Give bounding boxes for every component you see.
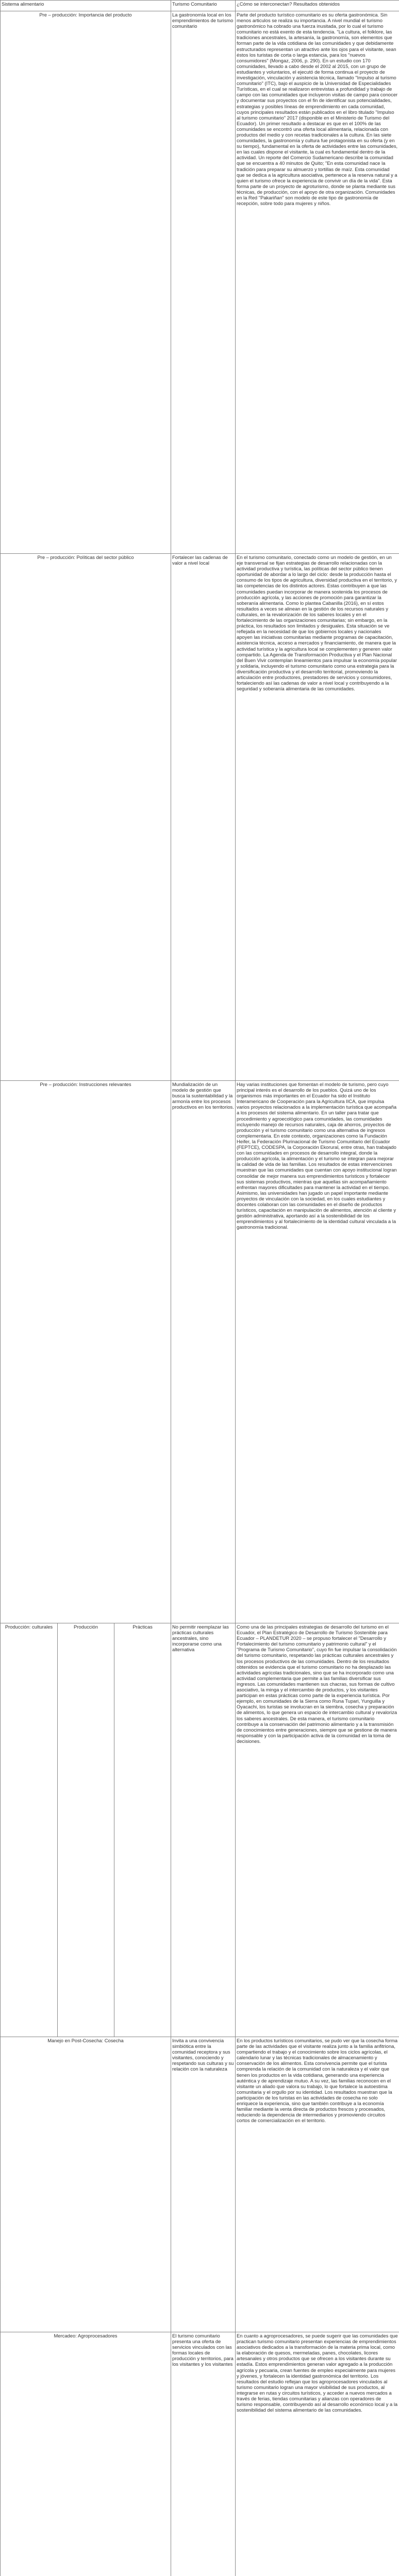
header-sistema: Sistema alimentario [1, 1, 171, 11]
row-turismo: Fortalecer las cadenas de valor a nivel local [171, 554, 236, 1081]
row-resultado: En cuanto a agroprocesadores, se puede sugerir que las comunidades que practican turismo comunitario presentan experiencias de emprendimientos asociativos dedicados a la transformación de la materia prima local, como la elaboración de quesos, mermeladas, panes, chocolates, licores artesanales y otros productos que se ofrecen a los visitantes durante su estadía. Estos emprendimientos generan valor agregado a la producción agrícola y pecuaria, crean fuentes de empleo especialmente para mujeres y jóvenes, y fortalecen la identidad gastronómica del territorio. Los resultados del estudio reflejan que los agroprocesadores vinculados al turismo comunitario logran una mayor visibilidad de sus productos, al integrarse en rutas y circuitos turísticos, y acceder a nuevos mercados a través de ferias, tiendas comunitarias y alianzas con operadores de turismo responsable, contribuyendo así al desarrollo económico local y a la sostenibilidad del sistema alimentario de las comunidades. [236, 2332, 399, 2576]
row-resultado: En los productos turísticos comunitarios, se pudo ver que la cosecha forma parte de las actividades que el visitante realiza junto a la familia anfitriona, compartiendo el trabajo y el conocimiento sobre los ciclos agrícolas, el calendario lunar y las técnicas tradicionales de almacenamiento y conservación de los alimentos. Esta convivencia permite que el turista comprenda la relación de la comunidad con la naturaleza y el valor que tienen los productos en la vida cotidiana, generando una experiencia auténtica y de aprendizaje mutuo. A su vez, las familias reconocen en el visitante un aliado que valora su trabajo, lo que fortalece la autoestima comunitaria y el orgullo por su identidad. Los resultados muestran que la participación de los turistas en las actividades de cosecha no solo enriquece la experiencia, sino que también contribuye a la economía familiar mediante la venta directa de productos frescos y procesados, reduciendo la dependencia de intermediarios y promoviendo circuitos cortos de comercialización en el territorio. [236, 2037, 399, 2332]
row-resultado: Hay varias instituciones que fomentan el modelo de turismo, pero cuyo principal interés es el desarrollo de los pueblos. Quizá uno de los organismos más importantes en el Ecuador ha sido el Instituto Interamericano de Cooperación para la Agricultura IICA, que impulsa varios proyectos relacionados a la implementación turística que acompaña a los procesos del sistema alimentario. En un taller para tratar que procedimiento y agroecológico para comunidades, las comunidades incluyendo manejo de recursos naturales, caja de ahorros, proyectos de producción y el turismo comunitario como una alternativa de ingresos complementaria. En este contexto, organizaciones como la Fundación Heifer, la Federación Plurinacional de Turismo Comunitario del Ecuador (FEPTCE), CODESPA, la Corporación Ekorural, entre otras, han trabajado con las comunidades en procesos de desarrollo integral, donde la producción agrícola, la alimentación y el turismo se integran para mejorar la calidad de vida de las familias. Los resultados de estas intervenciones muestran que las comunidades que cuentan con apoyo institucional logran consolidar de mejor manera sus emprendimientos turísticos y fortalecer sus sistemas productivos, mientras que aquellas sin acompañamiento enfrentan mayores dificultades para mantener la actividad en el tiempo. Asimismo, las universidades han jugado un papel importante mediante proyectos de vinculación con la sociedad, en los cuales estudiantes y docentes colaboran con las comunidades en el diseño de productos turísticos, capacitación en manipulación de alimentos, atención al cliente y gestión administrativa, aportando así a la sostenibilidad de los emprendimientos y al fortalecimiento de la identidad cultural vinculada a la gastronomía tradicional. [236, 1081, 399, 1623]
row-resultado: Como una de las principales estrategias de desarrollo del turismo en el Ecuador, el Plan Estratégico de Desarrollo de Turismo Sostenible para Ecuador – PLANDETUR 2020 – se propuso fortalecer el "Desarrollo y Fortalecimiento del turismo comunitario y patrimonio cultural" y el "Programa de Turismo Comunitario", cuyo fin fue impulsar la consolidación del turismo comunitario, respetando las prácticas culturales ancestrales y los procesos productivos de las comunidades. Dentro de los resultados obtenidos se evidencia que el turismo comunitario no ha desplazado las actividades agrícolas tradicionales, sino que se ha incorporado como una actividad complementaria que permite a las familias diversificar sus ingresos. Las comunidades mantienen sus chacras, sus formas de cultivo asociativo, la minga y el intercambio de productos, y los visitantes participan en estas prácticas como parte de la experiencia turística. Por ejemplo, en comunidades de la Sierra como Runa Tupari, Yunguilla y Oyacachi, los turistas se involucran en la siembra, cosecha y preparación de alimentos, lo que genera un espacio de intercambio cultural y revaloriza los saberes ancestrales. De esta manera, el turismo comunitario contribuye a la conservación del patrimonio alimentario y a la transmisión de conocimientos entre generaciones, siempre que se gestione de manera responsable y con la participación activa de la comunidad en la toma de decisiones. [236, 1623, 399, 2037]
header-turismo: Turismo Comunitario [171, 1, 236, 11]
row-factor: Pre – producción: Importancia del producto [1, 11, 171, 554]
header-pregunta: ¿Cómo se interconectan? Resultados obtenidos [236, 1, 399, 11]
header-row [1, 1, 399, 11]
row-resultado: En el turismo comunitario, conectado como un modelo de gestión, en un eje transversal se fijan estrategias de desarrollo relacionadas con la actividad productiva y turística, las políticas del sector público tienen oportunidad de abordar a lo largo del ciclo: desde la producción hasta el consumo de los tipos de agricultura, diversidad productiva en el territorio, y las competencias de los distintos actores. Estas contribuyen a que las comunidades puedan incorporar de manera sostenida los procesos de producción agrícola, y las acciones de promoción para garantizar la soberanía alimentaria. Como lo plantea Cabanilla (2016), en sí estos resultados a veces se alinean en la gestión de los recursos naturales y culturales, en la revalorización de los saberes locales y en el fortalecimiento de las organizaciones comunitarias; sin embargo, en la práctica, los resultados son limitados y desiguales. Esta situación se ve reflejada en la necesidad de que los gobiernos locales y nacionales apoyen las iniciativas comunitarias mediante programas de capacitación, asistencia técnica, acceso a mercados y financiamiento, de manera que la actividad turística y la agricultura local se complementen y generen valor compartido. La Agenda de Transformación Productiva y el Plan Nacional del Buen Vivir contemplan lineamientos para impulsar la economía popular y solidaria, incluyendo el turismo comunitario como una estrategia para la diversificación productiva y el desarrollo territorial, promoviendo la articulación entre productores, prestadores de servicios y consumidores, fortaleciendo así las cadenas de valor a nivel local y contribuyendo a la seguridad y soberanía alimentaria de las comunidades. [236, 554, 399, 1081]
row-sub: Prácticas [114, 1623, 171, 2037]
row-turismo: No permitir reemplazar las prácticas culturales ancestrales, sino incorporarse como una alternativa [171, 1623, 236, 2037]
row-factor: Producción: culturales [1, 1623, 58, 2037]
row-turismo: Mundialización de un modelo de gestión que busca la sustentabilidad y la armonía entre los procesos productivos en los territorios. [171, 1081, 236, 1623]
table-row [1, 554, 399, 1081]
row-dimension: Producción [58, 1623, 114, 2037]
row-factor: Manejo en Post-Cosecha: Cosecha [1, 2037, 171, 2332]
row-factor: Pre – producción: Instrucciones relevantes [1, 1081, 171, 1623]
row-resultado: Parte del producto turístico comunitario es su oferta gastronómica. Sin menos articulos se realiza su importancia. A nivel mundial el turismo gastronómico ha cobrado una fuerza inusitada, por lo cual el turismo comunitario no está exento de esta tendencia. "La cultura, el folklore, las tradiciones ancestrales, la artesanía, la gastronomía, son elementos que forman parte de la vida cotidiana de las comunidades y que debidamente estructurados representan un atractivo ante los ojos para el visitante, sean éstos los turistas de corta o larga estancia, para los "nuevos consumidores" (Mongaz, 2006, p. 290). En un estudio con 170 comunidades, llevado a cabo desde el 2002 al 2015, con un grupo de estudiantes y voluntarios, el ejecutó de forma continua el proyecto de investigación, vinculación y asistencia técnica, llamado "Impulso al turismo comunitario" (ITC), bajo el auspicio de la Universidad de Especialidades Turísticas, en el cual se realizaron entrevistas a profundidad y trabajo de campo con las comunidades que incluyeron visitas de campo para conocer y documentar sus proyectos con el fin de identificar sus potencialidades, estrategias y posibles líneas de emprendimiento en cada comunidad, cuyos principales resultados están publicados en el libro titulado "Impulso al turismo comunitario" 2017 (disponible en el Ministerio de Turismo del Ecuador). Un primer resultado a destacar es que en el 100% de las comunidades se encontró una oferta local alimentaria, relacionada con productos del medio y con recetas tradicionales a la cultura. En las siete comunidades, la gastronomía y cultura fue protagonista en su oferta (y en su tiempo), fundamental en la oferta de actividades entre las comunidades, en las cuales dispone el visitante, la cual es fundamental dentro de la actividad. Un reporte del Comercio Sudamericano describe la comunidad que se encuentra a 40 minutos de Quito; "En esta comunidad nace la tradición para preparar su almuerzo y tortillas de maíz. Esta comunidad que se dedica a la agricultura asociativa, pertenece a la reserva natural y a quien el turismo ofrece la experiencia de convivir un día de la vida". Esta forma parte de un proyecto de agroturismo, donde se planta mediante sus técnicas, de producción, con el apoyo de otra organización. Comunidades en la Red "Pakariñan" son modelo de este tipo de gastronomía de recepción, sobre todo para mujeres y niños. [236, 11, 399, 554]
row-factor: Mercadeo: Agroprocesadores [1, 2332, 171, 2576]
row-turismo: Invita a una convivencia simbiótica entre la comunidad receptora y sus visitantes, conociendo y respetando sus culturas y su relación con la naturaleza [171, 2037, 236, 2332]
table-row [1, 1623, 399, 2037]
row-turismo: El turismo comunitario presenta una oferta de servicios vinculados con las formas locales de producción y territorios, para los visitantes y los visitantes [171, 2332, 236, 2576]
row-turismo: La gastronomía local en los emprendimientos de turismo comunitario [171, 11, 236, 554]
row-factor: Pre – producción: Políticas del sector público [1, 554, 171, 1081]
table-row [1, 11, 399, 554]
table-row [1, 2037, 399, 2332]
table-row [1, 2332, 399, 2576]
table-row [1, 1081, 399, 1623]
